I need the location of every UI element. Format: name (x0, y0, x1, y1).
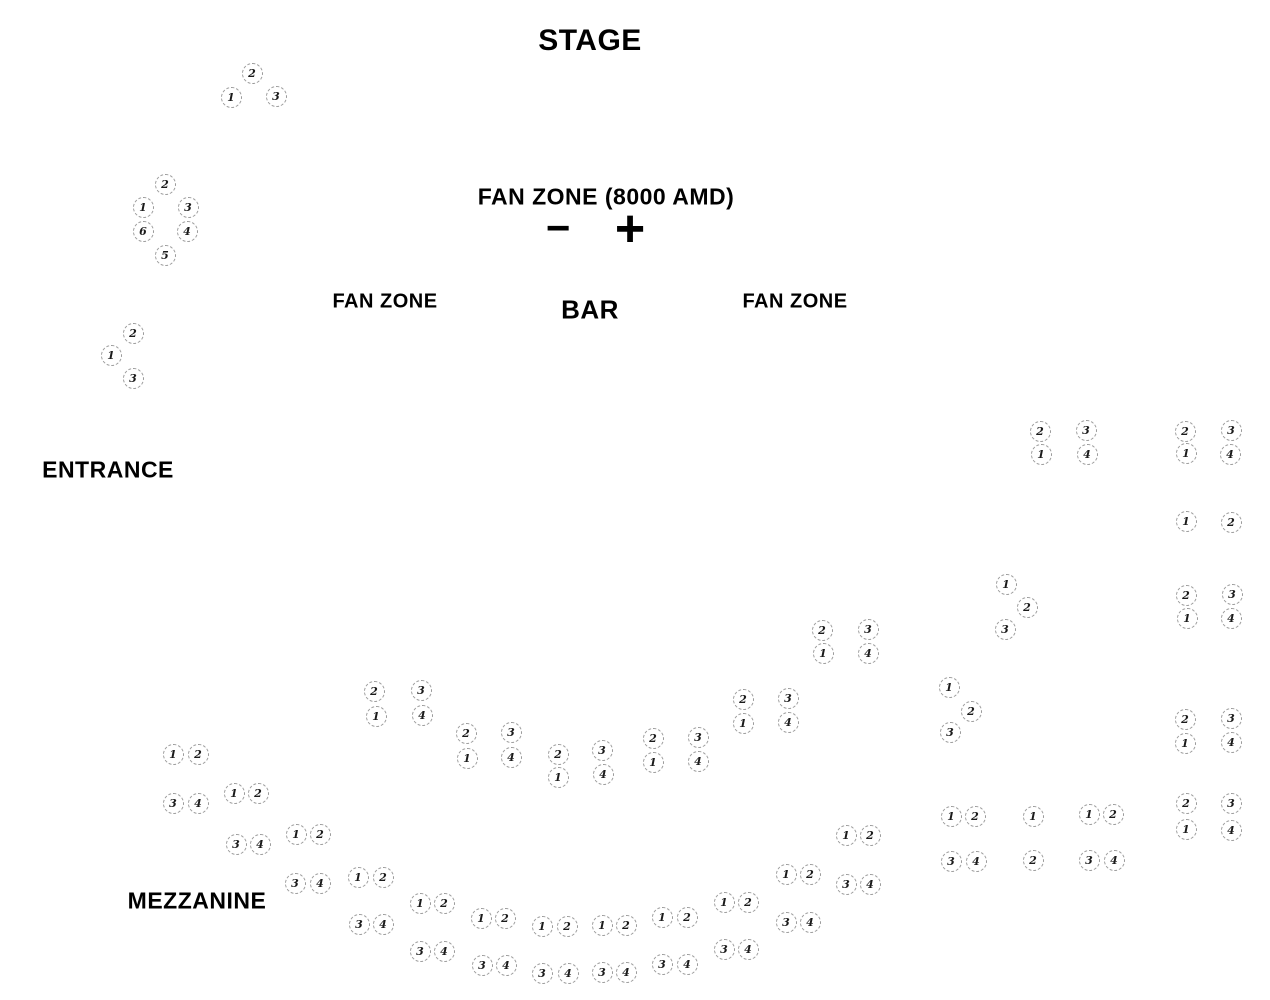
seat-m6-4[interactable]: 4 (496, 955, 517, 976)
seat-m12-4[interactable]: 4 (860, 874, 881, 895)
seat-t7-3[interactable]: 3 (995, 619, 1016, 640)
seat-m8-2[interactable]: 2 (616, 915, 637, 936)
seat-m12-3[interactable]: 3 (836, 874, 857, 895)
entrance-label: ENTRANCE (42, 456, 174, 483)
seat-t2-6[interactable]: 6 (133, 221, 154, 242)
seat-m7-4[interactable]: 4 (558, 963, 579, 984)
seat-t17-4[interactable]: 4 (688, 751, 709, 772)
seat-t7-1[interactable]: 1 (996, 574, 1017, 595)
seat-t6-1[interactable]: 1 (1176, 511, 1197, 532)
seat-m11-3[interactable]: 3 (776, 912, 797, 933)
seat-t13-2[interactable]: 2 (733, 689, 754, 710)
seat-t10-4[interactable]: 4 (1221, 732, 1242, 753)
seat-m1-4[interactable]: 4 (188, 793, 209, 814)
seat-t5-1[interactable]: 1 (1176, 443, 1197, 464)
zoom-in-button[interactable]: + (614, 200, 646, 258)
seat-m15-3[interactable]: 3 (1079, 850, 1100, 871)
seat-t3-1[interactable]: 1 (101, 345, 122, 366)
seat-t15-2[interactable]: 2 (456, 723, 477, 744)
seat-t16-3[interactable]: 3 (592, 740, 613, 761)
seat-t15-4[interactable]: 4 (501, 747, 522, 768)
seat-t8-4[interactable]: 4 (1221, 608, 1242, 629)
seat-t12-1[interactable]: 1 (813, 643, 834, 664)
seat-m2-1[interactable]: 1 (224, 783, 245, 804)
seat-t3-3[interactable]: 3 (123, 368, 144, 389)
seat-t12-4[interactable]: 4 (858, 643, 879, 664)
seat-t5-2[interactable]: 2 (1175, 421, 1196, 442)
seat-m13-3[interactable]: 3 (941, 851, 962, 872)
seat-m4-2[interactable]: 2 (373, 867, 394, 888)
seat-t11-3[interactable]: 3 (1221, 793, 1242, 814)
seat-m8-3[interactable]: 3 (592, 962, 613, 983)
seat-t16-4[interactable]: 4 (593, 764, 614, 785)
seat-t7-2[interactable]: 2 (1017, 597, 1038, 618)
seat-m1-1[interactable]: 1 (163, 744, 184, 765)
seat-m4-3[interactable]: 3 (349, 914, 370, 935)
seat-m7-3[interactable]: 3 (532, 963, 553, 984)
seat-t5-3[interactable]: 3 (1221, 420, 1242, 441)
seat-m15-4[interactable]: 4 (1104, 850, 1125, 871)
seat-m2-2[interactable]: 2 (248, 783, 269, 804)
seat-t9-3[interactable]: 3 (940, 722, 961, 743)
seat-t13-4[interactable]: 4 (778, 712, 799, 733)
seat-t2-4[interactable]: 4 (177, 221, 198, 242)
seat-t4-2[interactable]: 2 (1030, 421, 1051, 442)
seat-m3-2[interactable]: 2 (310, 824, 331, 845)
seat-m9-1[interactable]: 1 (652, 907, 673, 928)
seat-m5-2[interactable]: 2 (434, 893, 455, 914)
seat-t12-3[interactable]: 3 (858, 619, 879, 640)
seat-m2-4[interactable]: 4 (250, 834, 271, 855)
seat-t14-3[interactable]: 3 (411, 680, 432, 701)
seat-t11-2[interactable]: 2 (1176, 793, 1197, 814)
seat-t6-2[interactable]: 2 (1221, 512, 1242, 533)
seat-m10-2[interactable]: 2 (738, 892, 759, 913)
seat-t4-3[interactable]: 3 (1076, 420, 1097, 441)
seat-m9-2[interactable]: 2 (677, 907, 698, 928)
seat-t17-3[interactable]: 3 (688, 727, 709, 748)
seat-t1-1[interactable]: 1 (221, 87, 242, 108)
seat-m8-1[interactable]: 1 (592, 915, 613, 936)
seat-m5-4[interactable]: 4 (434, 941, 455, 962)
seat-t5-4[interactable]: 4 (1220, 444, 1241, 465)
seat-m2-3[interactable]: 3 (226, 834, 247, 855)
seat-m14-1[interactable]: 1 (1023, 806, 1044, 827)
zoom-out-button[interactable]: − (545, 204, 571, 251)
seat-m1-2[interactable]: 2 (188, 744, 209, 765)
seat-t4-1[interactable]: 1 (1031, 444, 1052, 465)
seat-m8-4[interactable]: 4 (616, 962, 637, 983)
seat-m5-3[interactable]: 3 (410, 941, 431, 962)
bar-label: BAR (561, 294, 619, 325)
seat-t14-2[interactable]: 2 (364, 681, 385, 702)
seat-m13-4[interactable]: 4 (966, 851, 987, 872)
seat-m9-3[interactable]: 3 (652, 954, 673, 975)
seat-t8-3[interactable]: 3 (1222, 584, 1243, 605)
fan-zone-price-label: FAN ZONE (8000 AMD) (477, 183, 735, 210)
seat-t12-2[interactable]: 2 (812, 620, 833, 641)
seat-m7-1[interactable]: 1 (532, 916, 553, 937)
seat-t14-1[interactable]: 1 (366, 706, 387, 727)
seat-t8-1[interactable]: 1 (1177, 608, 1198, 629)
seat-m7-2[interactable]: 2 (557, 916, 578, 937)
seat-m6-3[interactable]: 3 (472, 955, 493, 976)
seat-t10-3[interactable]: 3 (1221, 708, 1242, 729)
seat-t15-1[interactable]: 1 (457, 748, 478, 769)
mezzanine-label: MEZZANINE (127, 887, 267, 914)
seat-t3-2[interactable]: 2 (123, 323, 144, 344)
seat-m14-2[interactable]: 2 (1023, 850, 1044, 871)
seat-t17-1[interactable]: 1 (643, 752, 664, 773)
seat-m3-3[interactable]: 3 (285, 873, 306, 894)
seat-t16-2[interactable]: 2 (548, 744, 569, 765)
seat-m12-1[interactable]: 1 (836, 825, 857, 846)
seat-m12-2[interactable]: 2 (860, 825, 881, 846)
seat-m1-3[interactable]: 3 (163, 793, 184, 814)
seat-m5-1[interactable]: 1 (410, 893, 431, 914)
seat-m10-4[interactable]: 4 (738, 939, 759, 960)
seat-m9-4[interactable]: 4 (677, 954, 698, 975)
seat-t4-4[interactable]: 4 (1077, 444, 1098, 465)
seat-m11-2[interactable]: 2 (800, 864, 821, 885)
seat-m6-1[interactable]: 1 (471, 908, 492, 929)
seat-t2-5[interactable]: 5 (155, 245, 176, 266)
seat-t10-2[interactable]: 2 (1175, 709, 1196, 730)
seat-t1-3[interactable]: 3 (266, 86, 287, 107)
seat-m15-1[interactable]: 1 (1079, 804, 1100, 825)
seat-m3-4[interactable]: 4 (310, 873, 331, 894)
seat-m4-1[interactable]: 1 (348, 867, 369, 888)
seat-t17-2[interactable]: 2 (643, 728, 664, 749)
seat-t2-1[interactable]: 1 (133, 197, 154, 218)
seat-t14-4[interactable]: 4 (412, 705, 433, 726)
seat-t11-4[interactable]: 4 (1221, 820, 1242, 841)
seat-t16-1[interactable]: 1 (548, 767, 569, 788)
seat-m6-2[interactable]: 2 (495, 908, 516, 929)
seat-m4-4[interactable]: 4 (373, 914, 394, 935)
seat-t8-2[interactable]: 2 (1176, 585, 1197, 606)
seat-t1-2[interactable]: 2 (242, 63, 263, 84)
seat-t9-2[interactable]: 2 (961, 701, 982, 722)
seat-m13-1[interactable]: 1 (941, 806, 962, 827)
seat-m10-3[interactable]: 3 (714, 939, 735, 960)
seat-m13-2[interactable]: 2 (965, 806, 986, 827)
fan-zone-left-label: FAN ZONE (332, 290, 438, 313)
seat-t13-1[interactable]: 1 (733, 713, 754, 734)
seat-m10-1[interactable]: 1 (714, 892, 735, 913)
stage-label: STAGE (538, 24, 642, 57)
seat-t15-3[interactable]: 3 (501, 722, 522, 743)
seat-t2-3[interactable]: 3 (178, 197, 199, 218)
seat-t9-1[interactable]: 1 (939, 677, 960, 698)
seat-t10-1[interactable]: 1 (1175, 733, 1196, 754)
seat-m11-1[interactable]: 1 (776, 864, 797, 885)
fan-zone-right-label: FAN ZONE (742, 290, 848, 313)
seat-t13-3[interactable]: 3 (778, 688, 799, 709)
seat-m3-1[interactable]: 1 (286, 824, 307, 845)
seat-t11-1[interactable]: 1 (1176, 819, 1197, 840)
seat-m11-4[interactable]: 4 (800, 912, 821, 933)
seat-m15-2[interactable]: 2 (1103, 804, 1124, 825)
seat-t2-2[interactable]: 2 (155, 174, 176, 195)
